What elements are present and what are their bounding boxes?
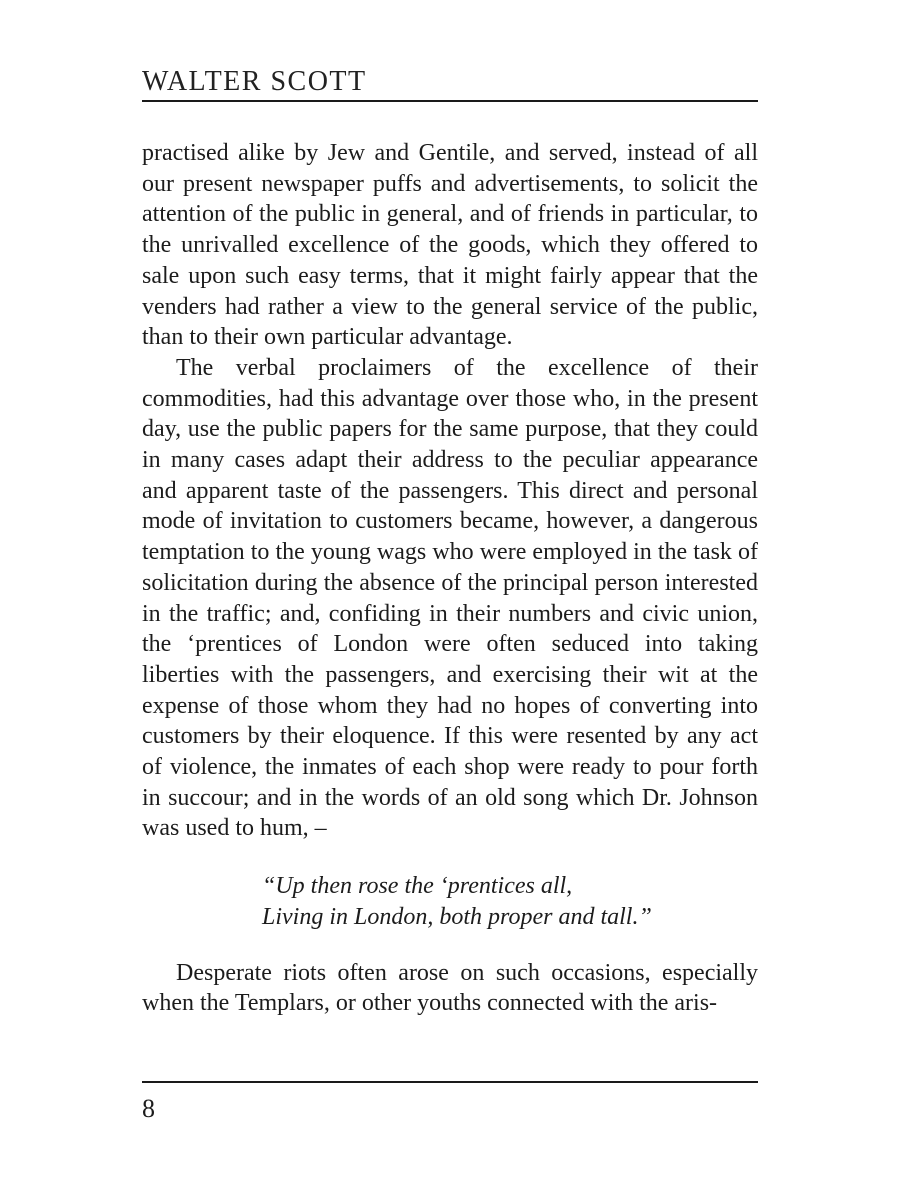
header-rule [142,100,758,102]
running-head-title: WALTER SCOTT [142,66,367,97]
verse-quotation [262,871,758,932]
page-number: 8 [142,1094,155,1123]
paragraph-1: practised alike by Jew and Gentile, and served, instead of all our present newspaper puffs and advertisements, to solicit the attention of the public in general, and of friends in particular, to the unrivalled excellence of the goods, which they offered to sale upon such easy terms, that it might fairly appear that the venders had rather a view to the general service of the public, than to their own particular advantage. [142,140,758,351]
verse-line-1: “Up then rose the ‘prentices all, [262,873,573,900]
body-text [142,138,758,1019]
footer-rule [142,1081,758,1083]
paragraph-3: Desperate riots often arose on such occasions, especially when the Templars, or other youths connected with the aris- [142,959,758,1017]
verse-line-2: Living in London, both proper and tall.” [262,903,652,930]
paragraph-2: The verbal proclaimers of the excellence of their commodities, had this advantage over those who, in the present day, use the public papers for the same purpose, that they could in many cases adapt their address to the peculiar appearance and apparent taste of the passengers. This direct and personal mode of invitation to customers became, however, a dangerous temptation to the young wags who were employed in the task of solicitation during the absence of the principal person interested in the traffic; and, confiding in their numbers and civic union, the ‘prentices of London were often seduced into taking liberties with the passengers, and exercising their wit at the expense of those whom they had no hopes of converting into customers by their eloquence. If this were resented by any act of violence, the inmates of each shop were ready to pour forth in succour; and in the words of an old song which Dr. Johnson was used to hum, – [142,354,758,842]
